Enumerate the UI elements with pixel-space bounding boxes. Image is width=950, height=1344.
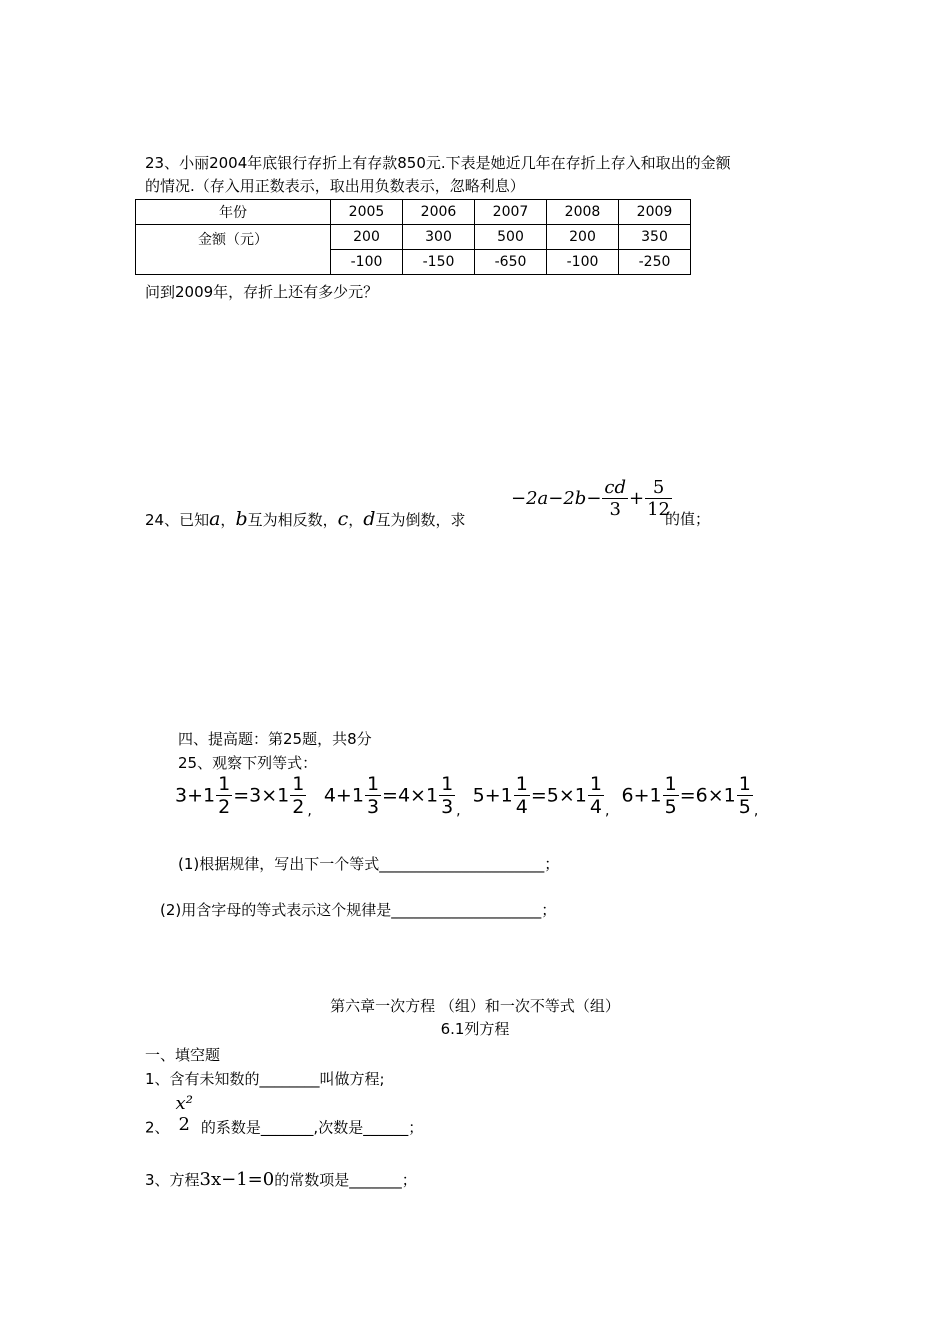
fraction-numerator: 1 [589, 773, 602, 795]
fraction [602, 477, 628, 520]
var-b: b [235, 508, 248, 530]
year-cell: 2005 [331, 200, 403, 225]
q24-comma: ， [348, 511, 364, 529]
fill-item-3 [145, 1168, 417, 1192]
fraction [290, 773, 306, 818]
item3-prefix: 3、方程 [145, 1171, 200, 1189]
fraction-denominator: 12 [647, 499, 671, 520]
q23-question: 问到2009年，存折上还有多少元？ [145, 283, 379, 301]
fraction-denominator: 5 [738, 796, 751, 818]
fraction [588, 773, 604, 818]
var-a: a [209, 508, 221, 530]
item2-suffix: 的系数是_______,次数是______； [200, 1118, 424, 1137]
fraction-denominator: 3 [609, 499, 621, 520]
deposit-cell: 200 [331, 225, 403, 250]
eq-term: 1 [351, 784, 364, 807]
var-d: d [363, 508, 376, 530]
q24-reciprocal-text: 互为倒数，求 [375, 511, 466, 529]
eq-term: 1 [574, 784, 587, 807]
eq-term: 4 [323, 784, 336, 807]
year-cell: 2006 [403, 200, 475, 225]
eq-term: 1 [425, 784, 439, 807]
eq-term: 1 [203, 784, 216, 807]
var-c: c [337, 508, 349, 530]
fill-item-1: 1、含有未知数的________叫做方程; [145, 1070, 385, 1088]
eq-term: 4 [397, 784, 411, 807]
year-cell: 2008 [547, 200, 619, 225]
eq-comma: , [604, 803, 610, 819]
fraction-denominator: 3 [441, 796, 454, 818]
fraction-numerator: 1 [292, 773, 305, 795]
item2-prefix: 2、 [145, 1118, 170, 1137]
eq-term: 6 [695, 784, 708, 807]
eq-comma: , [753, 803, 759, 819]
q24-suffix: 的值； [665, 510, 711, 528]
q24-comma: ， [220, 511, 236, 529]
eq-term: 1 [500, 784, 513, 807]
fraction-numerator: 1 [441, 773, 454, 795]
deposit-cell: 350 [619, 225, 691, 250]
equation: 3+1 $\frac{1}{2}$ =3×1 $\frac{1}{2}$ $_,$ [175, 773, 312, 819]
chapter-title: 第六章一次方程 （组）和一次不等式（组） [330, 997, 620, 1015]
amount-header: 金额（元） [136, 225, 331, 275]
fraction [514, 773, 530, 818]
q25-part2: (2)用含字母的等式表示这个规律是____________________； [160, 901, 557, 919]
plus-sign: + [629, 488, 645, 509]
eq-comma: , [307, 803, 312, 819]
fraction-numerator: cd [604, 477, 627, 498]
table-row [136, 200, 691, 225]
eq-term: 1 [277, 784, 290, 807]
chapter-subtitle: 6.1列方程 [440, 1020, 510, 1038]
fraction [216, 773, 232, 818]
withdrawal-cell: -100 [547, 250, 619, 275]
eq-term: 5 [472, 784, 485, 807]
fraction [365, 773, 381, 818]
fraction-denominator: 2 [178, 1114, 190, 1135]
q24-text [145, 509, 465, 530]
fraction-numerator: 5 [645, 477, 672, 499]
eq-term: 6 [621, 784, 634, 807]
fraction [439, 773, 455, 818]
q24-prefix: 24、已知 [145, 511, 210, 529]
fraction-numerator: 1 [515, 773, 528, 795]
fraction [174, 1093, 195, 1135]
deposit-cell: 200 [547, 225, 619, 250]
fraction [663, 773, 679, 818]
q24-opposite-text: 互为相反数， [247, 511, 338, 529]
withdrawal-cell: -650 [475, 250, 547, 275]
table-row [136, 225, 691, 250]
item3-equation: 3x−1=0 [199, 1169, 275, 1190]
q25-equations [175, 773, 758, 819]
fraction-denominator: 2 [218, 796, 231, 818]
deposit-cell: 300 [403, 225, 475, 250]
expr-lead: −2a−2b− [511, 488, 602, 509]
fraction-denominator: 2 [292, 796, 305, 818]
withdrawal-cell: -100 [331, 250, 403, 275]
fraction [737, 773, 753, 818]
fraction-denominator: 4 [589, 796, 602, 818]
year-header: 年份 [136, 200, 331, 225]
deposit-cell: 500 [475, 225, 547, 250]
eq-term: 3 [249, 784, 262, 807]
fraction-denominator: 4 [515, 796, 528, 818]
fraction-numerator: 1 [738, 773, 751, 795]
q23-line2: 的情况.（存入用正数表示，取出用负数表示，忽略利息） [145, 177, 525, 195]
year-cell: 2007 [475, 200, 547, 225]
fraction-denominator: 5 [664, 796, 677, 818]
eq-term: 5 [546, 784, 559, 807]
equation: 4+1 $\frac{1}{3}$ =4×1 $\frac{1}{3}$ $_,$ [323, 773, 461, 819]
q24-expression [511, 477, 673, 520]
deposit-table [135, 199, 691, 275]
eq-term: 3 [175, 784, 188, 807]
section4-heading: 四、提高题：第25题，共8分 [178, 730, 372, 748]
item3-suffix: 的常数项是_______； [274, 1171, 417, 1189]
fraction-numerator: 1 [664, 773, 677, 795]
year-cell: 2009 [619, 200, 691, 225]
equation: 5+1 $\frac{1}{4}$ =5×1 $\frac{1}{4}$ $_,$ [472, 773, 610, 819]
q25-intro: 25、观察下列等式： [178, 754, 318, 772]
fill-heading: 一、填空题 [145, 1046, 221, 1064]
equation: 6+1 $\frac{1}{5}$ =6×1 $\frac{1}{5}$ $_,$ [621, 773, 759, 819]
fraction-numerator: x² [175, 1093, 193, 1114]
withdrawal-cell: -250 [619, 250, 691, 275]
fraction-denominator: 3 [366, 796, 380, 818]
eq-comma: , [456, 803, 461, 819]
eq-term: 1 [649, 784, 662, 807]
fill-item-2 [145, 1093, 423, 1138]
q25-part1: (1)根据规律，写出下一个等式______________________； [178, 855, 560, 873]
fraction-numerator: 1 [218, 773, 231, 795]
eq-term: 1 [723, 784, 736, 807]
fraction-numerator: 1 [366, 773, 380, 795]
withdrawal-cell: -150 [403, 250, 475, 275]
q23-line1: 23、小丽2004年底银行存折上有存款850元.下表是她近几年在存折上存入和取出的金额 [145, 154, 731, 172]
